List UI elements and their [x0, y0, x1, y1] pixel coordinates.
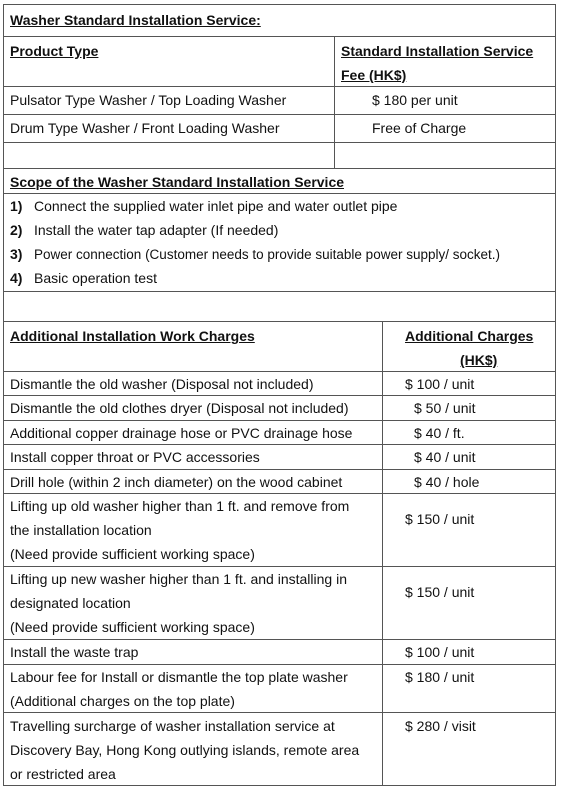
additional-row	[3, 712, 556, 786]
product-name: Pulsator Type Washer / Top Loading Washer	[10, 92, 287, 108]
work-charge: $ 280 / visit	[405, 718, 476, 734]
additional-row	[3, 469, 556, 493]
additional-row	[3, 566, 556, 639]
work-charge: $ 40 / unit	[414, 449, 476, 465]
empty-row	[3, 142, 556, 168]
work-description: designated location	[10, 595, 131, 611]
washer-service-title: Washer Standard Installation Service:	[10, 12, 261, 28]
work-charge: $ 100 / unit	[405, 644, 475, 660]
additional-row	[3, 395, 556, 420]
product-type-header: Product Type	[10, 43, 99, 59]
product-name: Drum Type Washer / Front Loading Washer	[10, 120, 280, 136]
scope-item	[10, 266, 157, 290]
additional-header-row	[3, 321, 556, 371]
scope-item-number: 4)	[10, 270, 23, 286]
scope-item-number: 3)	[10, 246, 23, 262]
work-charge: $ 40 / hole	[414, 474, 480, 490]
work-description-note: (Additional charges on the top plate)	[10, 693, 235, 709]
fee-header-cell	[334, 37, 555, 86]
washer-service-title-row	[3, 4, 556, 36]
additional-row	[3, 493, 556, 566]
work-description-note: (Need provide sufficient working space)	[10, 546, 255, 562]
additional-charge-header-cell	[382, 322, 555, 371]
work-description: Install copper throat or PVC accessories	[10, 449, 260, 465]
empty-row	[3, 291, 556, 321]
product-fee: Free of Charge	[372, 120, 467, 136]
work-description: Labour fee for Install or dismantle the top plate washer	[10, 669, 348, 685]
additional-work-header-cell	[4, 322, 382, 371]
fee-header-line2: Fee (HK$)	[341, 67, 407, 83]
fee-header-line1: Standard Installation Service	[341, 43, 534, 59]
scope-item-number: 1)	[10, 198, 23, 214]
product-row	[3, 86, 556, 114]
work-description: Lifting up new washer higher than 1 ft. and installing in	[10, 571, 347, 587]
scope-list-row	[3, 193, 556, 291]
work-description: Additional copper drainage hose or PVC drainage hose	[10, 425, 353, 441]
scope-item-text: Install the water tap adapter (If needed)	[34, 222, 279, 238]
work-charge: $ 50 / unit	[414, 400, 476, 416]
scope-item-text: Connect the supplied water inlet pipe and water outlet pipe	[34, 198, 398, 214]
work-description: Discovery Bay, Hong Kong outlying islands, remote area	[10, 742, 360, 758]
work-description: Lifting up old washer higher than 1 ft. and remove from	[10, 498, 350, 514]
work-description: or restricted area	[10, 766, 116, 782]
additional-row	[3, 420, 556, 444]
work-description: Travelling surcharge of washer installation service at	[10, 718, 335, 734]
scope-item	[10, 218, 278, 242]
scope-item-number: 2)	[10, 222, 23, 238]
work-charge: $ 180 / unit	[405, 669, 475, 685]
work-description: Install the waste trap	[10, 644, 139, 660]
work-charge: $ 100 / unit	[405, 376, 475, 392]
additional-work-header: Additional Installation Work Charges	[10, 328, 255, 344]
work-description: Dismantle the old clothes dryer (Disposal not included)	[10, 400, 349, 416]
scope-title: Scope of the Washer Standard Installation Service	[10, 174, 345, 190]
work-description: Drill hole (within 2 inch diameter) on the wood cabinet	[10, 474, 343, 490]
work-charge: $ 150 / unit	[405, 511, 475, 527]
work-description: the installation location	[10, 522, 152, 538]
scope-item-text: Basic operation test	[34, 270, 157, 286]
work-charge: $ 40 / ft.	[414, 425, 465, 441]
product-fee: $ 180 per unit	[372, 92, 458, 108]
additional-row	[3, 664, 556, 712]
scope-item	[10, 242, 500, 267]
additional-charge-header-line2: (HK$)	[460, 352, 498, 368]
additional-row	[3, 639, 556, 664]
additional-row	[3, 444, 556, 469]
work-charge: $ 150 / unit	[405, 584, 475, 600]
additional-row	[3, 371, 556, 395]
scope-item	[10, 194, 397, 218]
product-type-header-cell	[4, 37, 334, 86]
scope-item-text: Power connection (Customer needs to provide suitable power supply/ socket.)	[34, 247, 500, 262]
work-description: Dismantle the old washer (Disposal not included)	[10, 376, 314, 392]
work-description-note: (Need provide sufficient working space)	[10, 619, 255, 635]
additional-charge-header-line1: Additional Charges	[405, 328, 534, 344]
scope-title-row	[3, 168, 556, 193]
product-row	[3, 114, 556, 142]
product-fee-header-row	[3, 36, 556, 86]
